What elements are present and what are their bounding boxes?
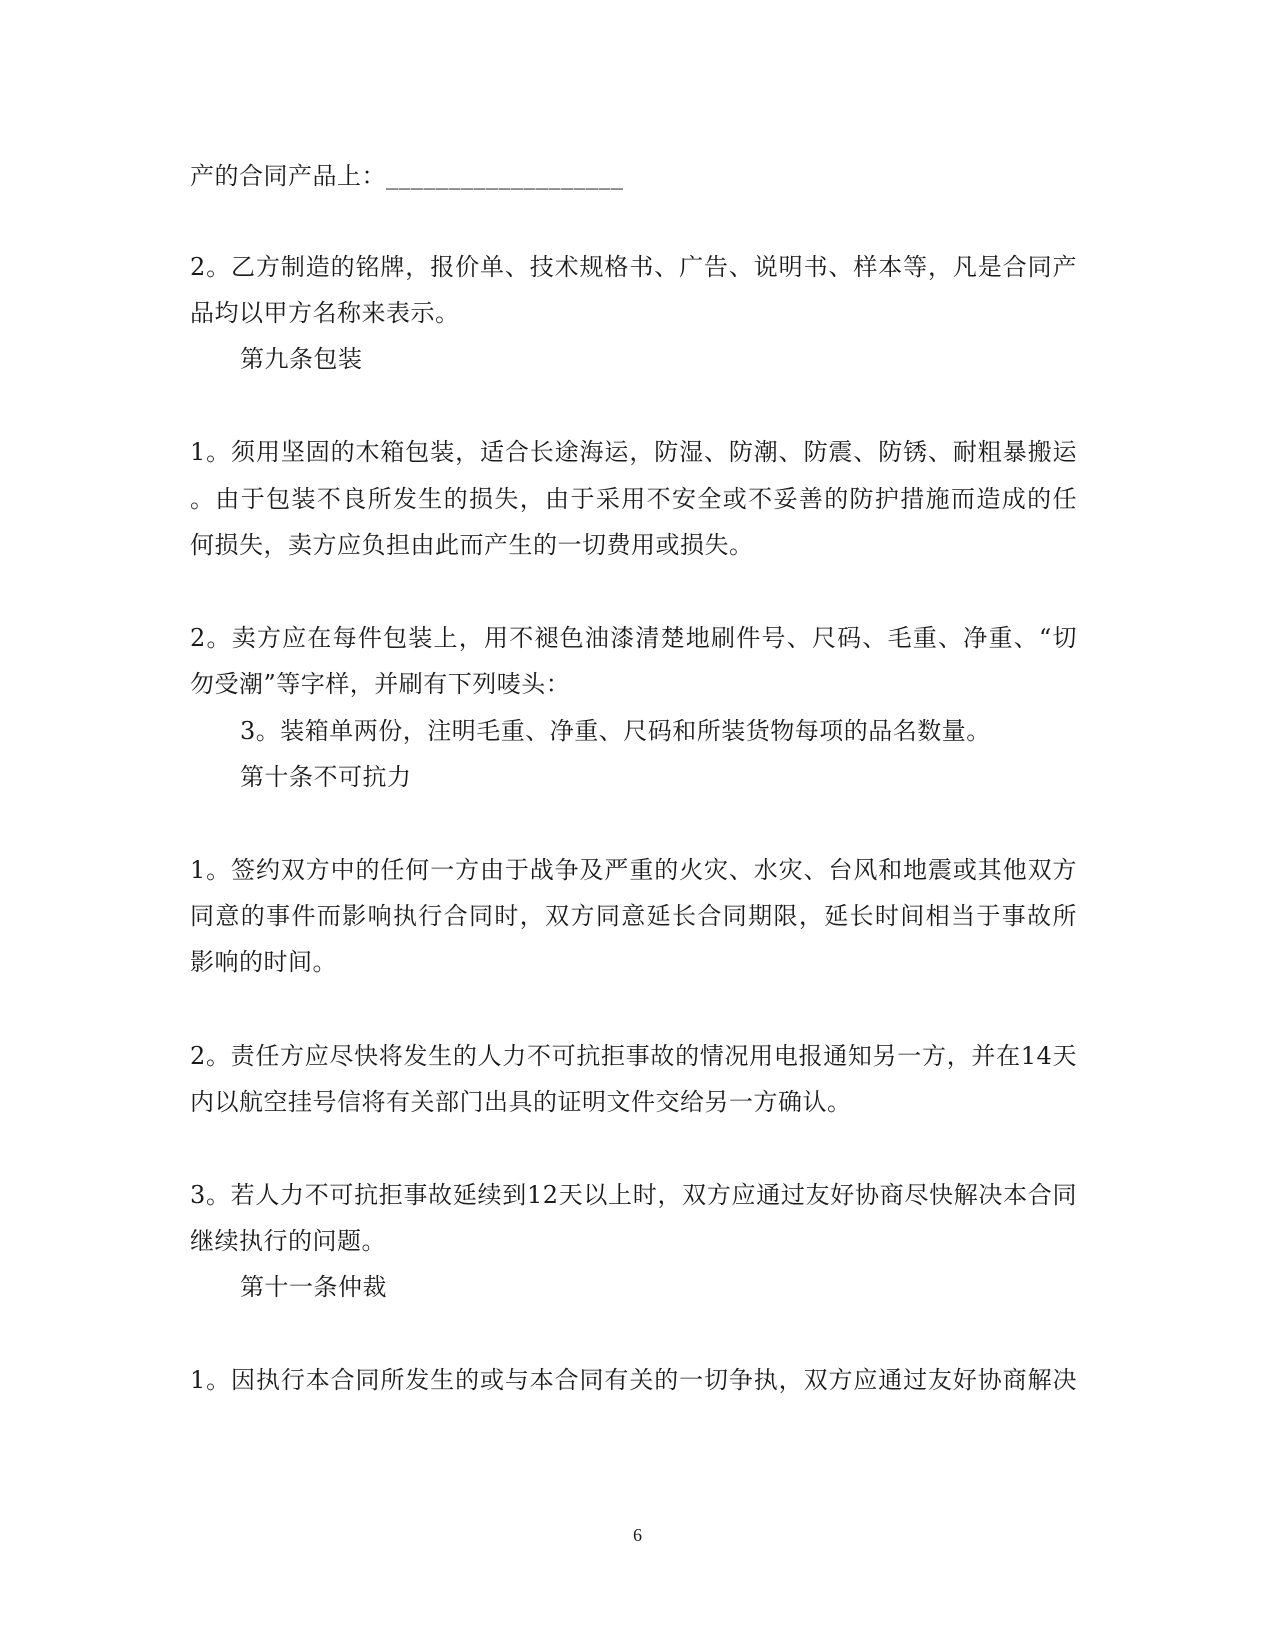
body-text-line: 影响的时间。	[190, 948, 337, 976]
body-text-line: 继续执行的问题。	[190, 1227, 386, 1255]
section-heading: 第十条不可抗力	[240, 763, 412, 791]
body-text-line: 产的合同产品上：___________________	[190, 162, 624, 190]
section-heading: 第九条包装	[240, 345, 363, 373]
body-text-line: 何损失，卖方应负担由此而产生的一切费用或损失。	[190, 531, 754, 559]
body-text-line: 1。须用坚固的木箱包装，适合长途海运，防湿、防潮、防震、防锈、耐粗暴搬运	[190, 438, 1077, 466]
body-text-line: 2。责任方应尽快将发生的人力不可抗拒事故的情况用电报通知另一方，并在14天	[190, 1042, 1077, 1070]
body-text-line: 。由于包装不良所发生的损失，由于采用不安全或不妥善的防护措施而造成的任	[190, 485, 1077, 513]
body-text-line: 3。装箱单两份，注明毛重、净重、尺码和所装货物每项的品名数量。	[240, 717, 991, 745]
body-text-line: 3。若人力不可抗拒事故延续到12天以上时，双方应通过友好协商尽快解决本合同	[190, 1181, 1077, 1209]
body-text-line: 勿受潮”等字样，并刷有下列唛头：	[190, 670, 571, 698]
body-text-line: 1。签约双方中的任何一方由于战争及严重的火灾、水灾、台风和地震或其他双方	[190, 856, 1077, 884]
body-text-line: 同意的事件而影响执行合同时，双方同意延长合同期限，延长时间相当于事故所	[190, 902, 1077, 930]
body-text-line: 品均以甲方名称来表示。	[190, 299, 460, 327]
body-text-line: 2。乙方制造的铭牌，报价单、技术规格书、广告、说明书、样本等，凡是合同产	[190, 253, 1077, 281]
page-number: 6	[633, 1525, 642, 1545]
body-text-line: 1。因执行本合同所发生的或与本合同有关的一切争执，双方应通过友好协商解决	[190, 1366, 1077, 1394]
section-heading: 第十一条仲裁	[240, 1273, 387, 1301]
body-text-line: 内以航空挂号信将有关部门出具的证明文件交给另一方确认。	[190, 1088, 852, 1116]
body-text-line: 2。卖方应在每件包装上，用不褪色油漆清楚地刷件号、尺码、毛重、净重、“切	[190, 624, 1077, 652]
